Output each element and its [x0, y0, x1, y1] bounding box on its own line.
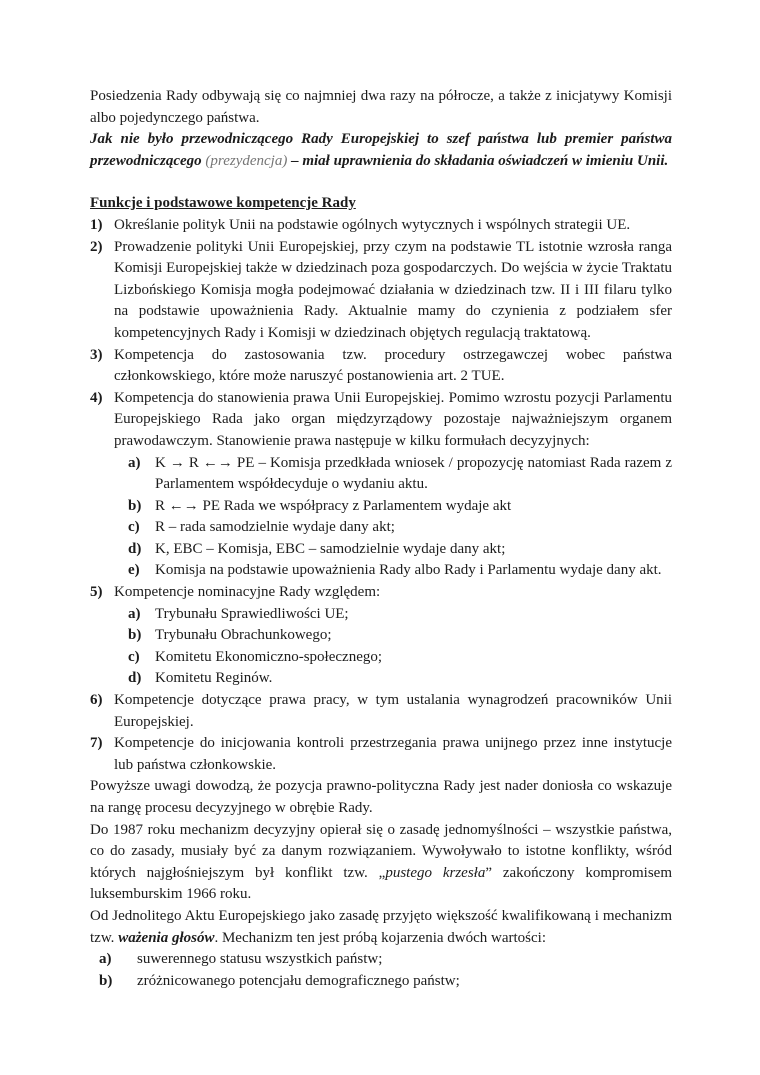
sub-list-item-a: [128, 604, 672, 626]
sub-list-item-a: [128, 453, 672, 496]
sub-item-text: R ←→ PE Rada we współpracy z Parlamentem wydaje akt: [155, 497, 512, 514]
final-item-text: suwerennego statusu wszystkich państw;: [137, 951, 383, 968]
sub-item-text: Trybunału Obrachunkowego;: [155, 627, 332, 644]
item-letter: a): [99, 951, 112, 968]
text-part1: Od Jednolitego Aktu Europejskiego jako zasadę przyjęto większość kwalifikowaną i mechanizm tzw.: [90, 907, 672, 946]
item-letter: d): [128, 540, 142, 557]
item-number: 4): [90, 389, 103, 406]
item-number: 1): [90, 216, 103, 233]
item-text: Kompetencje do inicjowania kontroli przestrzegania prawa unijnego przez inne instytucje lub państwa członkowskie.: [114, 735, 672, 773]
section-heading-funkcje: Funkcje i podstawowe kompetencje Rady: [90, 195, 356, 212]
text-part3: ” zakończony kompromisem luksemburskim 1966 roku.: [90, 864, 672, 903]
item-number: 5): [90, 584, 103, 601]
sub-item-text: Komisja na podstawie upoważnienia Rady albo Rady i Parlamentu wydaje dany akt.: [155, 562, 662, 579]
sub-list-item-b: [128, 625, 672, 647]
sub-item-text: Trybunału Sprawiedliwości UE;: [155, 605, 349, 622]
italic-text-part3: – miał uprawnienia do składania oświadczeń w imieniu Unii.: [287, 152, 669, 169]
sub-list-item-d: [128, 668, 672, 690]
paragraph-powyzsze-uwagi: Powyższe uwagi dowodzą, że pozycja prawno-polityczna Rady jest nader doniosła co wskazuje na rangę procesu decyzyjnego w obrębie Rady.: [90, 778, 672, 816]
item-letter: a): [128, 454, 141, 471]
pustego-krzesla-italic: pustego krzesła: [385, 864, 486, 881]
item-text: Prowadzenie polityki Unii Europejskiej, przy czym na podstawie TL istotnie wzrosła ranga Komisji Europejskiej także w dziedzinach poza gospodarczych. Do wejścia w życie Traktatu Lizbońskiego Komisja mogła podejmować działania w dziedzinach tzw. II i III filaru tylko na podstawie upoważnienia Rady. Aktualnie mamy do czynienia z podziałem sfer kompetencyjnych Rady i Komisji w dziedzinach objętych regulacją traktatową.: [114, 238, 672, 341]
paragraph-przewodniczacy: [90, 129, 672, 172]
sub-list-item-d: [128, 539, 672, 561]
text-part1: Do 1987 roku mechanizm decyzyjny opierał się o zasadę jednomyślności – wszystkie państwa, co do zasady, musiały być za danym rozwiązaniem. Wywoływało to istotne konflikty, wśród których najgłośniejszym był konflikt tzw. „: [90, 821, 672, 881]
final-list-item-b: [99, 971, 672, 993]
item-number: 7): [90, 735, 103, 752]
sub-list-item-c: [128, 517, 672, 539]
list-item-3: [90, 345, 672, 388]
item-letter: c): [128, 648, 140, 665]
sub-list-formuly-decyzyjne: [128, 453, 672, 583]
paragraph-jednolity-akt: [90, 906, 672, 949]
item-letter: b): [99, 972, 113, 989]
sub-item-text: K, EBC – Komisja, EBC – samodzielnie wydaje dany akt;: [155, 540, 506, 557]
wazenia-glosow-bold-italic: ważenia głosów: [118, 929, 215, 946]
final-item-text: zróżnicowanego potencjału demograficznego państw;: [137, 972, 460, 989]
sub-list-nominacje: [128, 604, 672, 690]
item-text: Kompetencje dotyczące prawa pracy, w tym ustalania wynagrodzeń pracowników Unii Europejskiej.: [114, 692, 672, 730]
sub-item-text: Komitetu Ekonomiczno-społecznego;: [155, 648, 383, 665]
sub-item-text: K → R ←→ PE – Komisja przedkłada wniosek / propozycję natomiast Rada razem z Parlamentem współdecyduje o wydaniu aktu.: [155, 454, 672, 493]
item-letter: e): [128, 562, 140, 579]
item-text: Kompetencja do zastosowania tzw. procedury ostrzegawczej wobec państwa członkowskiego, które może naruszyć postanowienia art. 2 TUE.: [114, 346, 672, 385]
sub-list-item-c: [128, 647, 672, 669]
sub-list-item-b: [128, 496, 672, 518]
item-letter: d): [128, 670, 142, 687]
item-text: Kompetencja do stanowienia prawa Unii Europejskiej. Pomimo wzrostu pozycji Parlamentu Europejskiego Rada jako organ międzyrządowy pozostaje najważniejszym organem prawodawczym. Stanowienie prawa następuje w kilku formułach decyzyjnych:: [114, 389, 672, 449]
prezydencja-gray-note: (prezydencja): [205, 152, 288, 169]
final-list-item-a: [99, 949, 672, 971]
text-part3: . Mechanizm ten jest próbą kojarzenia dwóch wartości:: [214, 929, 547, 946]
sub-list-item-e: [128, 560, 672, 582]
item-letter: a): [128, 605, 141, 622]
item-number: 2): [90, 238, 103, 255]
list-item-4: [90, 388, 672, 453]
item-number: 6): [90, 692, 103, 709]
item-letter: c): [128, 519, 140, 536]
list-item-7: [90, 733, 672, 776]
paragraph-do-1987: [90, 820, 672, 906]
sub-item-text: Komitetu Reginów.: [155, 670, 273, 687]
item-text: Określanie polityk Unii na podstawie ogólnych wytycznych i wspólnych strategii UE.: [114, 216, 631, 233]
final-list-wartosci: [99, 949, 672, 992]
list-item-6: [90, 690, 672, 733]
list-item-5: [90, 582, 672, 604]
list-item-2: [90, 237, 672, 345]
italic-text-part1: Jak nie było przewodniczącego Rady Europejskiej to szef państwa lub premier państwa przewodniczącego: [90, 131, 672, 169]
paragraph-posiedzenia-rady: Posiedzenia Rady odbywają się co najmniej dwa razy na półrocze, a także z inicjatywy Komisji albo pojedynczego państwa.: [90, 88, 672, 126]
item-text: Kompetencje nominacyjne Rady względem:: [114, 584, 381, 601]
item-letter: b): [128, 627, 142, 644]
sub-item-text: R – rada samodzielnie wydaje dany akt;: [155, 519, 395, 536]
list-item-1: [90, 215, 672, 237]
item-number: 3): [90, 346, 103, 363]
item-letter: b): [128, 497, 142, 514]
